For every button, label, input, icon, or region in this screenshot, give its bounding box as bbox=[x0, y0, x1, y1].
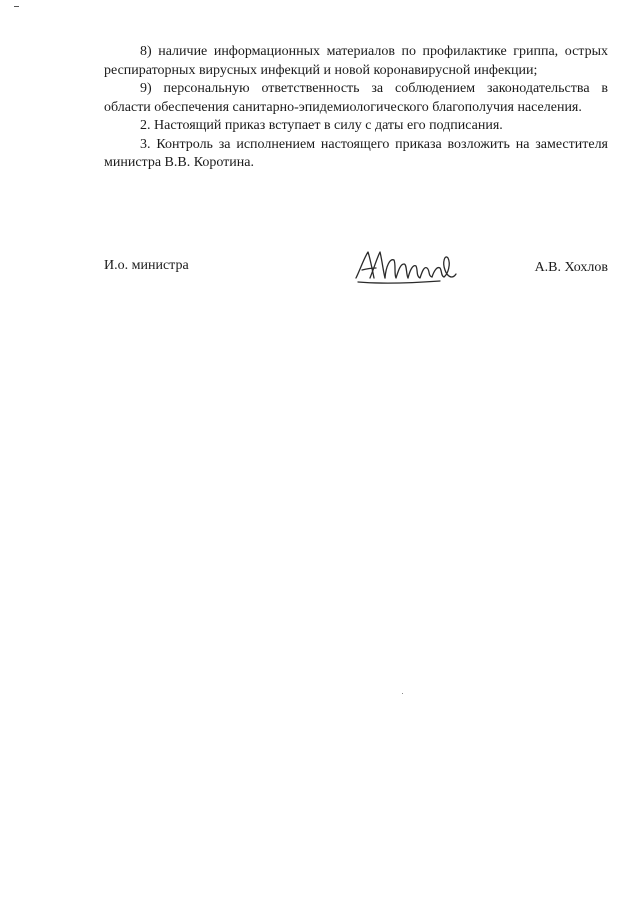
handwritten-signature bbox=[352, 244, 460, 288]
scan-speck bbox=[402, 693, 403, 694]
signatory-name: А.В. Хохлов bbox=[534, 260, 608, 275]
document-body bbox=[104, 43, 608, 173]
paragraph-item-8: 8) наличие информационных материалов по профилактике гриппа, острых респираторных вирусных инфекций и новой коронавирусной инфекции; bbox=[104, 44, 608, 78]
paragraph-clause-3: 3. Контроль за исполнением настоящего приказа возложить на заместителя министра В.В. Коротина. bbox=[104, 136, 608, 170]
paragraph-clause-2: 2. Настоящий приказ вступает в силу с даты его подписания. bbox=[140, 118, 503, 133]
signature-block bbox=[104, 252, 608, 292]
scan-mark bbox=[14, 6, 19, 7]
signatory-title: И.о. министра bbox=[104, 258, 189, 273]
paragraph-item-9: 9) персональную ответственность за соблюдением законодательства в области обеспечения санитарно-эпидемиологического благополучия населения. bbox=[104, 81, 608, 115]
